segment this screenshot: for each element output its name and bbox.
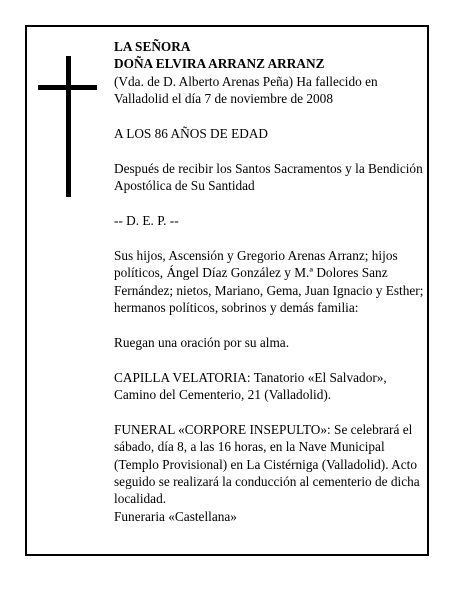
chapel-paragraph: CAPILLA VELATORIA: Tanatorio «El Salvador», Camino del Cementerio, 21 (Valladolid). xyxy=(114,369,387,403)
sacraments-line: Después de recibir los Santos Sacramentos y la Bendición Apostólica de Su Santidad xyxy=(114,160,423,194)
funeral-paragraph: FUNERAL «CORPORE INSEPULTO»: Se celebrará el sábado, día 8, a las 16 horas, en la Nave Municipal (Templo Provisional) en La Cistérniga (Valladolid). Acto seguido se realizará la conducción al cementerio de dicha localidad. xyxy=(114,421,420,507)
widow-line: (Vda. de D. Alberto Arenas Peña) Ha fallecido en Valladolid el día 7 de noviembre de 2008 xyxy=(114,73,378,107)
rip-line: -- D. E. P. -- xyxy=(114,213,179,229)
cross-horizontal-bar xyxy=(38,85,97,90)
funeral-home-line: Funeraria «Castellana» xyxy=(114,508,237,524)
cross-vertical-bar xyxy=(66,56,71,197)
deceased-name: DOÑA ELVIRA ARRANZ ARRANZ xyxy=(114,56,325,72)
prayer-line: Ruegan una oración por su alma. xyxy=(114,334,290,350)
age-line: A LOS 86 AÑOS DE EDAD xyxy=(114,126,269,142)
family-paragraph: Sus hijos, Ascensión y Gregorio Arenas Arranz; hijos políticos, Ángel Díaz González y M.ª Dolores Sanz Fernández; nietos, Mariano, Gema, Juan Ignacio y Esther; hermanos políticos, sobrinos y demás familia: xyxy=(114,247,424,316)
notice-heading: LA SEÑORA xyxy=(114,39,191,54)
obituary-text xyxy=(114,38,426,525)
